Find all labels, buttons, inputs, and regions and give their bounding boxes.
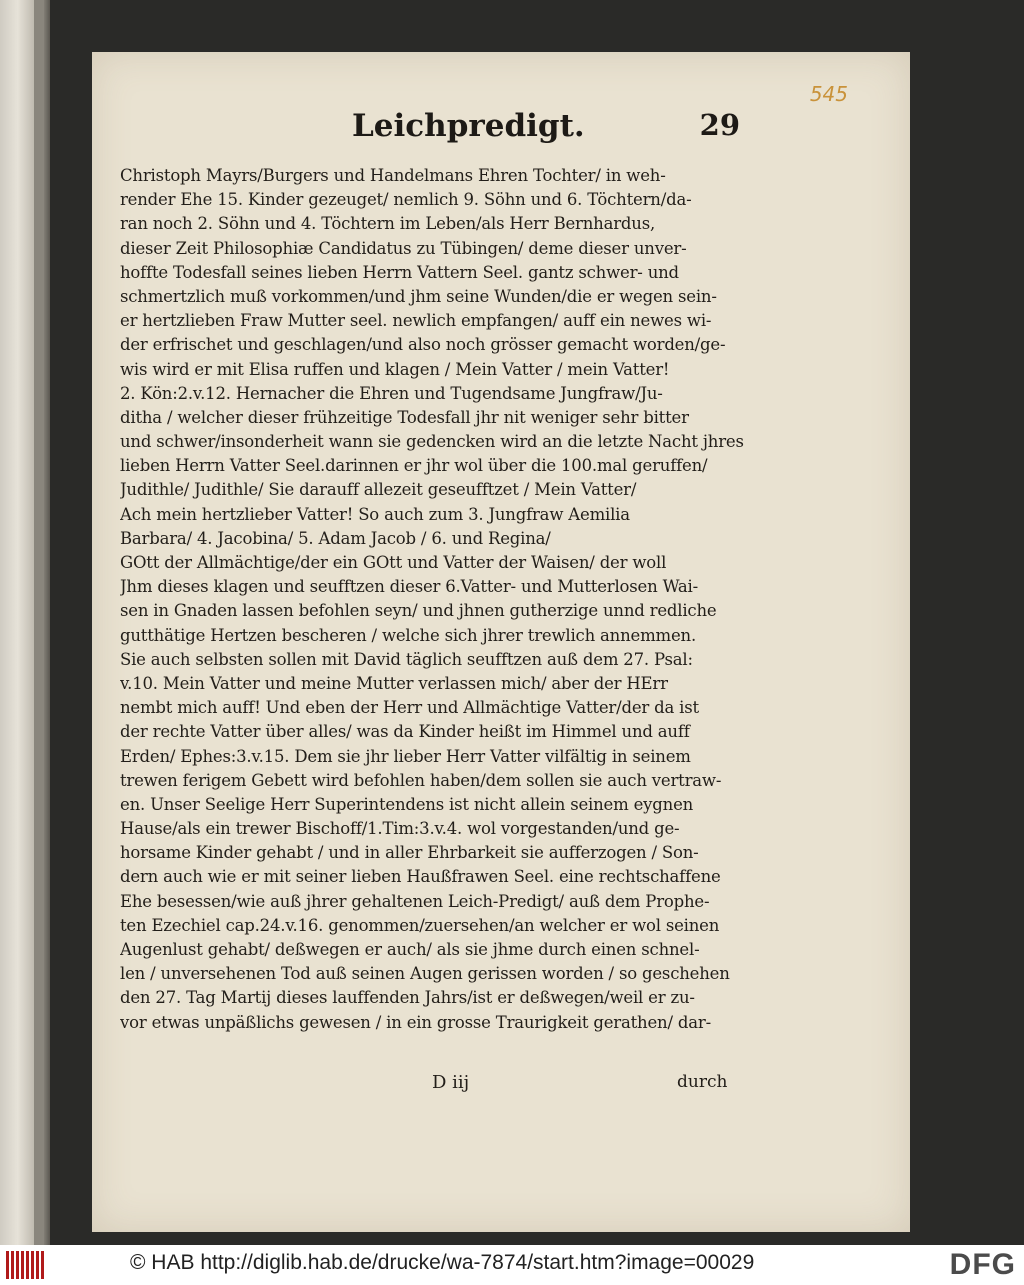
body-text	[120, 164, 745, 1035]
text-line: den 27. Tag Martij dieses lauffenden Jahrs/ist er deßwegen/weil er zu-	[120, 988, 695, 1008]
text-line: ran noch 2. Söhn und 4. Töchtern im Leben/als Herr Bernhardus,	[120, 214, 656, 234]
text-line: v.10. Mein Vatter und meine Mutter verlassen mich/ aber der HErr	[120, 673, 668, 693]
text-line: Ehe besessen/wie auß jhrer gehaltenen Leich-Predigt/ auß dem Prophe-	[120, 891, 710, 911]
text-line: sen in Gnaden lassen befohlen seyn/ und jhnen gutherzige unnd redliche	[120, 601, 717, 621]
text-line: GOtt der Allmächtige/der ein GOtt und Vatter der Waisen/ der woll	[120, 553, 667, 572]
text-line: nembt mich auff! Und eben der Herr und Allmächtige Vatter/der da ist	[120, 698, 699, 718]
text-line: und schwer/insonderheit wann sie gedencken wird an die letzte Nacht jhres	[120, 432, 744, 452]
text-line: ditha / welcher dieser frühzeitige Todesfall jhr nit weniger sehr bitter	[120, 407, 689, 427]
text-line: dieser Zeit Philosophiæ Candidatus zu Tübingen/ deme dieser unver-	[120, 238, 687, 258]
text-line: Christoph Mayrs/Burgers und Handelmans Ehren Tochter/ in weh-	[120, 166, 666, 185]
text-line: Sie auch selbsten sollen mit David täglich seufftzen auß dem 27. Psal:	[120, 649, 693, 669]
text-line: horsame Kinder gehabt / und in aller Ehrbarkeit sie aufferzogen / Son-	[120, 843, 699, 863]
text-line: Hause/als ein trewer Bischoff/1.Tim:3.v.4. wol vorgestanden/und ge-	[120, 819, 680, 839]
dfg-logo: DFG	[949, 1248, 1016, 1281]
text-line: vor etwas unpäßlichs gewesen / in ein grosse Traurigkeit gerathen/ dar-	[120, 1012, 711, 1032]
adjacent-page-edge	[0, 0, 50, 1245]
text-line: Barbara/ 4. Jacobina/ 5. Adam Jacob / 6. und Regina/	[120, 528, 551, 548]
text-line: trewen ferigem Gebett wird befohlen haben/dem sollen sie auch vertraw-	[120, 770, 722, 790]
viewer-footer	[0, 1245, 1024, 1285]
text-line: lieben Herrn Vatter Seel.darinnen er jhr wol über die 100.mal geruffen/	[120, 456, 708, 476]
signature-mark: D iij	[432, 1072, 470, 1093]
page-number: 29	[699, 108, 740, 142]
text-line: der rechte Vatter über alles/ was da Kinder heißt im Himmel und auff	[120, 722, 690, 742]
text-line: schmertzlich muß vorkommen/und jhm seine Wunden/die er wegen sein-	[120, 286, 717, 306]
text-line: der erfrischet und geschlagen/und also noch grösser gemacht worden/ge-	[120, 335, 726, 355]
text-line: hoffte Todesfall seines lieben Herrn Vattern Seel. gantz schwer- und	[120, 262, 679, 282]
text-line: 2. Kön:2.v.12. Hernacher die Ehren und Tugendsame Jungfraw/Ju-	[120, 383, 663, 403]
text-line: Erden/ Ephes:3.v.15. Dem sie jhr lieber Herr Vatter vilfältig in seinem	[120, 746, 691, 766]
text-line: ten Ezechiel cap.24.v.16. genommen/zuersehen/an welcher er wol seinen	[120, 915, 720, 935]
text-line: render Ehe 15. Kinder gezeuget/ nemlich 9. Söhn und 6. Töchtern/da-	[120, 190, 692, 210]
source-link[interactable]: © HAB http://diglib.hab.de/drucke/wa-7874/start.htm?image=00029	[130, 1251, 755, 1274]
text-line: len / unversehenen Tod auß seinen Augen gerissen worden / so geschehen	[120, 964, 730, 984]
page-foot	[92, 1072, 910, 1100]
text-line: en. Unser Seelige Herr Superintendens ist nicht allein seinem eygnen	[120, 794, 694, 814]
text-line: dern auch wie er mit seiner lieben Haußfrawen Seel. eine rechtschaffene	[120, 867, 721, 887]
running-head-title: Leichpredigt.	[352, 108, 585, 144]
text-line: Augenlust gehabt/ deßwegen er auch/ als sie jhme durch einen schnel-	[120, 940, 700, 959]
text-line: er hertzlieben Fraw Mutter seel. newlich empfangen/ auff ein newes wi-	[120, 311, 712, 331]
book-page	[92, 52, 910, 1232]
barcode-icon	[6, 1251, 46, 1279]
catchword: durch	[677, 1072, 728, 1092]
text-line: Jhm dieses klagen und seufftzen dieser 6.Vatter- und Mutterlosen Wai-	[120, 577, 698, 597]
text-line: Ach mein hertzlieber Vatter! So auch zum 3. Jungfraw Aemilia	[120, 504, 630, 524]
text-line: wis wird er mit Elisa ruffen und klagen / Mein Vatter / mein Vatter!	[120, 359, 670, 379]
running-head	[92, 108, 910, 148]
folio-annotation: 545	[809, 82, 848, 106]
text-line: Judithle/ Judithle/ Sie darauff allezeit geseufftzet / Mein Vatter/	[120, 480, 637, 500]
text-line: gutthätige Hertzen bescheren / welche sich jhrer trewlich annemmen.	[120, 625, 697, 645]
